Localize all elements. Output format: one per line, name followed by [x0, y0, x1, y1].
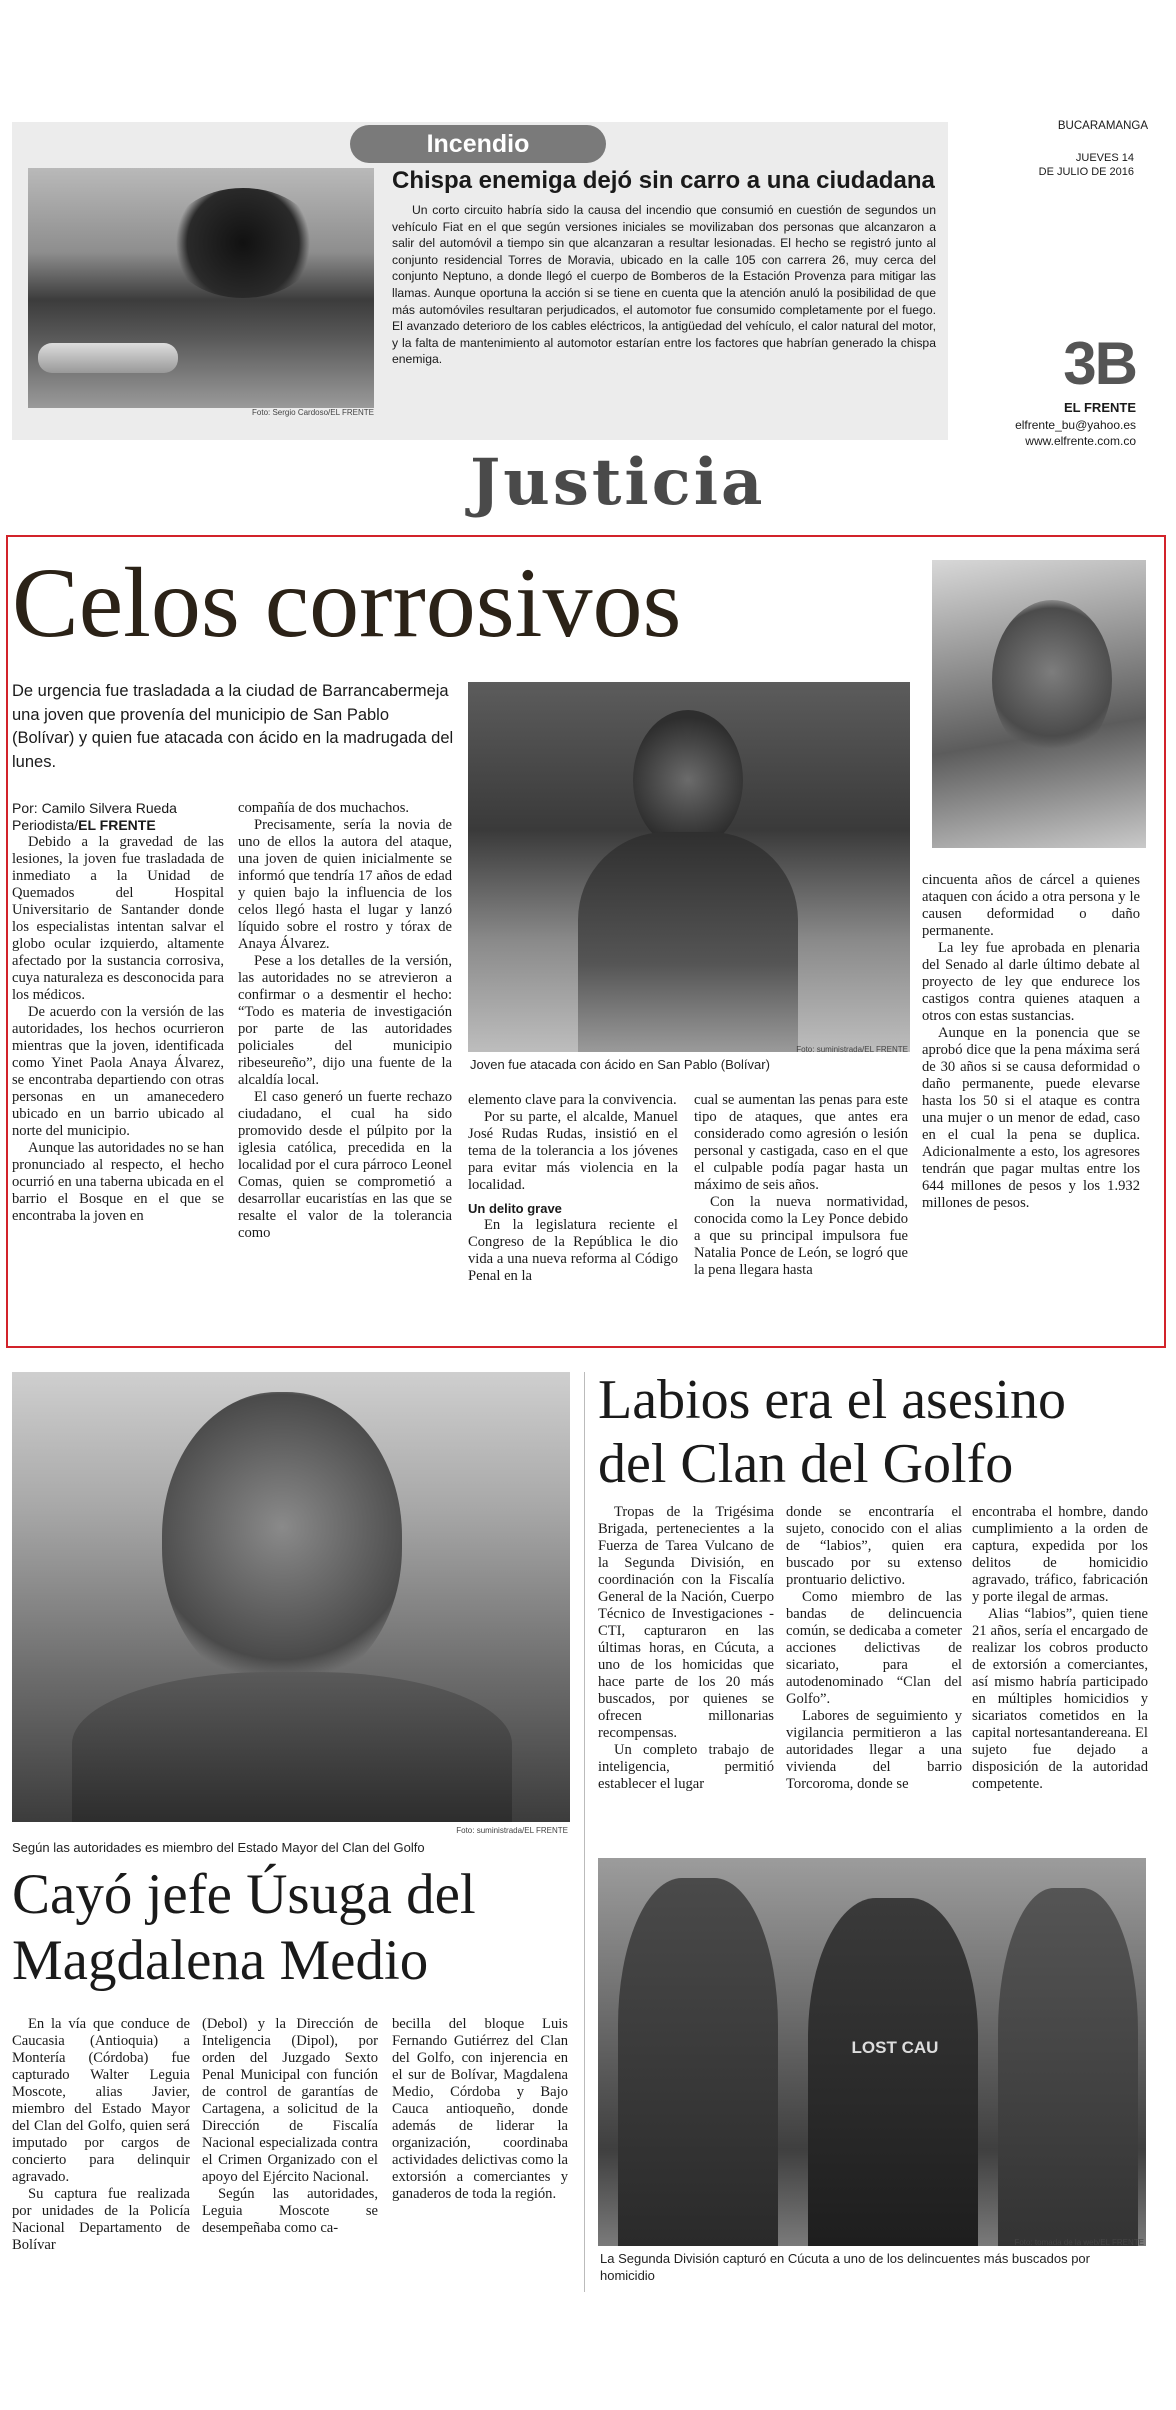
- labios-col2-p1: donde se encontraría el sujeto, conocido con el alias de “labios”, quien era buscado por su extenso prontuario delictivo.: [786, 1504, 962, 1588]
- usuga-photo-caption: Según las autoridades es miembro del Estado Mayor del Clan del Golfo: [12, 1840, 425, 1855]
- section-title: Justicia: [470, 445, 766, 520]
- main-col3-p2: Por su parte, el alcalde, Manuel José Rudas Rudas, insistió en el tema de la tolerancia a los jóvenes para evitar más violencia en la localidad.: [468, 1109, 678, 1193]
- fire-photo-credit: Foto: Sergio Cardoso/EL FRENTE: [252, 408, 374, 417]
- usuga-headline-2: Magdalena Medio: [12, 1929, 429, 1992]
- main-headline: Celos corrosivos: [12, 547, 682, 658]
- masthead-city: BUCARAMANGA: [1057, 120, 1148, 132]
- arrest-photo: [598, 1858, 1146, 2246]
- labios-col-1: [598, 1504, 774, 1793]
- main-col-5: [922, 872, 1140, 1212]
- labios-col-2: [786, 1504, 962, 1793]
- usuga-headline-1: Cayó jefe Úsuga del: [12, 1863, 476, 1926]
- labios-col1-p1: Tropas de la Trigésima Brigada, pertenecientes a la Fuerza de Tarea Vulcano de la Segunda División, en coordinación con la Fiscalía General de la Nación, Cuerpo Técnico de Investigaciones - CTI, capturaron en las últimas horas, en Cúcuta, a uno de los homicidas que hace parte de los 20 más buscados, por quienes se ofrecen millonarias recompensas.: [598, 1504, 774, 1741]
- labios-col-3: [972, 1504, 1148, 1793]
- byline-role: Periodista/: [12, 817, 79, 833]
- usuga-col2-p2: Según las autoridades, Leguia Moscote se desempeñaba como ca-: [202, 2186, 378, 2236]
- shirt-text: LOST CAU: [851, 2038, 939, 2057]
- main-col-3: [468, 1092, 678, 1285]
- victim-portrait-photo: [468, 682, 910, 1052]
- main-subhead: Un delito grave: [468, 1201, 562, 1216]
- portrait-photo-credit: Foto: suministrada/EL FRENTE: [796, 1045, 908, 1054]
- main-col-1: [12, 800, 224, 1225]
- byline-author: Por: Camilo Silvera Rueda: [12, 800, 177, 816]
- main-col1-p1: Debido a la gravedad de las lesiones, la joven fue trasladada de inmediato a la Unidad de Quemados del Hospital Universitario de Santander donde los especialistas intentan salvar el globo ocular izquierdo, altamente afectado por la sustancia corrosiva, cuya naturaleza es desconocida para los médicos.: [12, 834, 224, 1003]
- main-col5-p1: cincuenta años de cárcel a quienes ataquen con ácido a otra persona y le causen deformidad o daño permanente.: [922, 872, 1140, 939]
- top-body: Un corto circuito habría sido la causa del incendio que consumió en cuestión de segundos un vehículo Fiat en el que según versiones iniciales se movilizaban dos personas que alcanzaron a salir del automóvil a tiempo sin que alcanzaran a resultar lesionadas. El hecho se registró junto al conjunto residencial Torres de Moravia, ubicado en la calle 105 con carrera 26, muy cerca del conjunto Neptuno, a donde llegó el cuerpo de Bomberos de la Estación Provenza para mitigar las llamas. Aunque oportuna la acción si se tiene en cuenta que la atención anuló la posibilidad de que más automóviles resultaran perjudicados, el automotor fue consumido completamente por el fuego. El avanzado deterioro de los cables eléctricos, la antigüedad del vehículo, el calor natural del motor, y la falta de mantenimiento al automotor estarían entre los factores que habrían generado la chispa enemiga.: [392, 203, 936, 367]
- main-col2-p4: El caso generó un fuerte rechazo ciudadano, el cual ha sido promovido desde el púlpito por la iglesia católica, precedida en la localidad por el cura párroco Leonel Comas, quien se comprometió a desarrollar eucaristías en las que se resalte el valor de la tolerancia como: [238, 1089, 452, 1241]
- byline-paper: EL FRENTE: [78, 817, 156, 833]
- main-col5-p3: Aunque en la ponencia que se aprobó dice que la pena máxima será de 30 años si se causa deformidad o daño permanente, puede elevarse hasta los 50 si el ataque es contra una mujer o un menor de edad, caso en el cual la pena se duplica. Adicionalmente a esto, los agresores tendrán que pagar multas entre los 644 millones de pesos y los 1.932 millones de pesos.: [922, 1025, 1140, 1211]
- labios-col3-p2: Alias “labios”, quien tiene 21 años, sería el encargado de realizar los cobros producto de extorsión a comerciantes, así mismo habría participado en múltiples homicidios y sicariatos cometidos en la capital nortesantandereana. El sujeto fue dejado a disposición de la autoridad competente.: [972, 1606, 1148, 1792]
- main-col1-p2: De acuerdo con la versión de las autoridades, los hechos ocurrieron mientras que la joven, identificada como Yinet Paola Anaya Álvarez, se encontraba departiendo con otras personas en un amanecedero ubicado en un barrio ubicado al norte del municipio.: [12, 1004, 224, 1139]
- masthead-email: elfrente_bu@yahoo.es: [1015, 418, 1136, 432]
- main-col1-p3: Aunque las autoridades no se han pronunciado al respecto, el hecho ocurrió en una taberna ubicada en el barrio el Bosque en el que se encontraba la joven en: [12, 1140, 224, 1224]
- labios-col1-p2: Un completo trabajo de inteligencia, permitió establecer el lugar: [598, 1742, 774, 1792]
- labios-col2-p3: Labores de seguimiento y vigilancia permitieron a las autoridades llegar a una vivienda del barrio Torcoroma, donde se: [786, 1708, 962, 1792]
- main-col3-p3: En la legislatura reciente el Congreso de la República le dio vida a una nueva reforma al Código Penal en la: [468, 1217, 678, 1284]
- top-headline: Chispa enemiga dejó sin carro a una ciudadana: [392, 167, 935, 194]
- usuga-col-3: [392, 2016, 568, 2203]
- arrest-photo-caption: La Segunda División capturó en Cúcuta a uno de los delincuentes más buscados por homicidio: [600, 2251, 1090, 2283]
- section-pill: Incendio: [350, 125, 606, 163]
- fire-photo: [28, 168, 374, 408]
- usuga-col1-p1: En la vía que conduce de Caucasia (Antioquia) a Montería (Córdoba) fue capturado Walter Leguia Moscote, alias Javier, miembro del Estado Mayor del Clan del Golfo, quien será imputado por cargos de concierto para delinquir agravado.: [12, 2016, 190, 2185]
- usuga-col2-p1: (Debol) y la Dirección de Inteligencia (Dipol), por orden del Juzgado Sexto Penal Municipal con función de control de garantías de Cartagena, a solicitud de la Dirección de Fiscalía Nacional especializada contra el Crimen Organizado con el apoyo del Ejército Nacional.: [202, 2016, 378, 2185]
- portrait-photo-caption: Joven fue atacada con ácido en San Pablo (Bolívar): [470, 1057, 770, 1072]
- labios-col2-p2: Como miembro de las bandas de delincuencia común, se dedicaba a cometer acciones delictivas de sicariato, para el autodenominado “Clan del Golfo”.: [786, 1589, 962, 1707]
- main-col-2: [238, 800, 452, 1242]
- labios-headline-1: Labios era el asesino: [598, 1369, 1067, 1431]
- column-divider: [584, 1372, 585, 2292]
- usuga-photo: [12, 1372, 570, 1822]
- labios-col3-p1: encontraba el hombre, dando cumplimiento a la orden de captura, expedida por los delitos de homicidio agravado, tráfico, fabricación y porte ilegal de armas.: [972, 1504, 1148, 1605]
- main-col2-p3: Pese a los detalles de la versión, las autoridades no se atrevieron a confirmar o a desmentir el hecho: “Todo es materia de investigación por parte de las autoridades policiales del municipio ribeseureño”, dijo una fuente de la alcaldía local.: [238, 953, 452, 1088]
- masthead-website: www.elfrente.com.co: [1025, 434, 1136, 448]
- masthead-date-1: JUEVES 14: [1075, 152, 1134, 164]
- main-col4-p2: Con la nueva normatividad, conocida como la Ley Ponce debido a que su principal impulsora fue Natalia Ponce de León, se logró que la pena llegara hasta: [694, 1194, 908, 1278]
- arrest-photo-credit: Foto: tomada de la web/EL FRENTE: [1014, 2238, 1144, 2247]
- main-lede: De urgencia fue trasladada a la ciudad de Barrancabermeja una joven que provenía del municipio de San Pablo (Bolívar) y quien fue atacada con ácido en la madrugada del lunes.: [12, 682, 454, 771]
- main-col2-p1: compañía de dos muchachos.: [238, 800, 410, 816]
- usuga-col-2: [202, 2016, 378, 2237]
- usuga-col1-p2: Su captura fue realizada por unidades de la Policía Nacional Departamento de Bolívar: [12, 2186, 190, 2253]
- main-col4-p1: cual se aumentan las penas para este tipo de ataques, que antes era considerado como agresión o lesión personal y castigada, caso en el que el culpable podía pagar hasta un máximo de seis años.: [694, 1092, 908, 1193]
- usuga-photo-credit: Foto: suministrada/EL FRENTE: [456, 1826, 568, 1835]
- labios-headline-2: del Clan del Golfo: [598, 1433, 1014, 1495]
- main-col5-p2: La ley fue aprobada en plenaria del Senado al darle último debate al proyecto de ley que endurece los castigos contra quienes ataquen a otros con estas sustancias.: [922, 940, 1140, 1024]
- main-col-4: [694, 1092, 908, 1279]
- main-col3-p1: elemento clave para la convivencia.: [468, 1092, 677, 1108]
- usuga-col-1: [12, 2016, 190, 2254]
- victim-face-photo: [932, 560, 1146, 848]
- main-col2-p2: Precisamente, sería la novia de uno de ellos la autora del ataque, una joven de quien inicialmente se informó que tendría 17 años de edad y quien bajo la influencia de los celos llegó hasta el lugar y lanzó líquido sobre el rostro y tórax de Anaya Álvarez.: [238, 817, 452, 952]
- usuga-col3-p1: becilla del bloque Luis Fernando Gutiérrez del Clan del Golfo, con injerencia en el sur de Bolívar, Magdalena Medio, Córdoba y Bajo Cauca antioqueño, donde además de liderar la organización, coordinaba actividades delictivas como la extorsión a comerciantes y ganaderos de toda la región.: [392, 2016, 568, 2202]
- page-number: 3B: [1063, 330, 1136, 397]
- paper-name: EL FRENTE: [1064, 400, 1136, 415]
- masthead-date-2: DE JULIO DE 2016: [1038, 166, 1134, 178]
